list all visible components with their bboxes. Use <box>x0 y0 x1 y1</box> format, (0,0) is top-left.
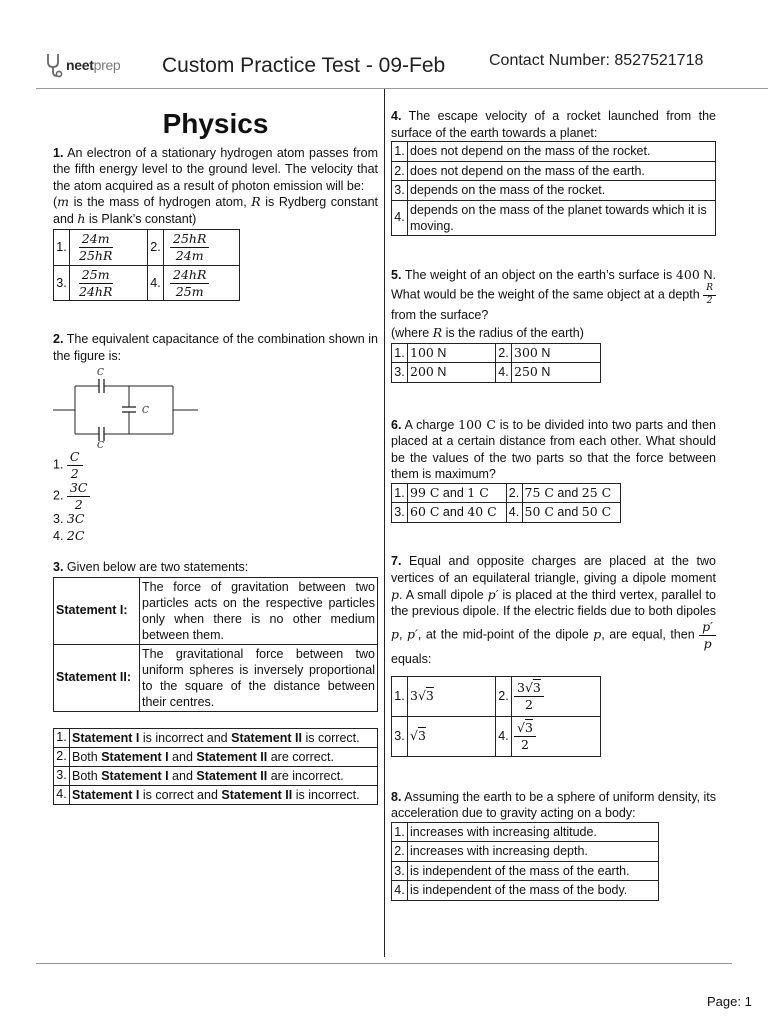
option-number: 1. <box>392 343 408 363</box>
option-text: is independent of the mass of the body. <box>408 881 659 901</box>
q4-option-1[interactable] <box>392 142 716 162</box>
option-number: 4. <box>392 881 408 901</box>
option-number: 3. <box>54 265 70 301</box>
question-7: 7. Equal and opposite charges are placed at the two vertices of an equilateral triangle, giving a dipole moment p. A small dipole p′ is placed at the third vertex, parallel to the previous dipole. If the electric fields due to both dipoles p, p′, at the mid-point of the dipole p, are equal, then $\frac{p'}{p}$ equals: <box>391 553 716 666</box>
option-text: Both Statement I and Statement II are correct. <box>70 747 378 766</box>
option-number: 3. <box>392 861 408 881</box>
q2-option-3[interactable]: 3. 3C <box>53 511 85 527</box>
option-number: 4. <box>506 503 522 523</box>
option-number: 3. <box>392 363 408 383</box>
question-3: 3. Given below are two statements: <box>53 560 249 575</box>
column-divider <box>384 89 385 957</box>
option-text: does not depend on the mass of the rocket. <box>408 142 716 162</box>
option-text: increases with increasing depth. <box>408 842 659 862</box>
option-text: Statement I is correct and Statement II is incorrect. <box>70 785 378 804</box>
q5-option-3[interactable]: 200 N <box>408 363 496 383</box>
q2-option-2[interactable]: 2. $\frac{3C}{2}$ <box>53 481 378 512</box>
option-number: 2. <box>496 343 512 363</box>
footer-divider <box>36 963 732 964</box>
q6-option-4[interactable]: 50 C and 50 C <box>522 503 621 523</box>
cap-label-top: C <box>97 368 104 379</box>
option-number: 2. <box>148 230 164 266</box>
option-number: 1. <box>392 676 408 716</box>
q8-option-3[interactable] <box>392 861 659 881</box>
option-text: does not depend on the mass of the earth. <box>408 161 716 181</box>
q7-option-4[interactable]: $\frac{√3}{2}$ <box>512 716 601 756</box>
q2-option-1[interactable]: 1. $\frac{C}{2}$ <box>53 450 378 481</box>
neetprep-logo <box>44 52 120 78</box>
q8-option-4[interactable] <box>392 881 659 901</box>
q4-option-2[interactable] <box>392 161 716 181</box>
q6-option-2[interactable]: 75 C and 25 C <box>522 483 621 503</box>
q2-option-4[interactable]: 4. 2C <box>53 528 85 544</box>
left-column <box>53 106 378 805</box>
option-text: depends on the mass of the planet towards which it is moving. <box>408 200 716 235</box>
capacitor-circuit-diagram <box>53 368 203 448</box>
statement-1-label: Statement I: <box>54 577 140 644</box>
header-divider <box>36 88 768 89</box>
q4-option-3[interactable] <box>392 181 716 201</box>
question-8: 8. Assuming the earth to be a sphere of uniform density, its acceleration due to gravity acting on a body: <box>391 789 716 821</box>
option-number: 1. <box>54 728 70 747</box>
q4-option-4[interactable] <box>392 200 716 235</box>
option-text: Statement I is incorrect and Statement II is correct. <box>70 728 378 747</box>
option-text: increases with increasing altitude. <box>408 822 659 842</box>
q1-option-3[interactable]: $\frac{25m}{24hR}$ <box>70 265 148 301</box>
page-title: Custom Practice Test - 09-Feb <box>162 54 446 77</box>
cap-label-bottom: C <box>97 441 104 449</box>
q6-option-1[interactable]: 99 C and 1 C <box>408 483 507 503</box>
q6-options-table <box>391 483 621 523</box>
option-text: Both Statement I and Statement II are incorrect. <box>70 766 378 785</box>
option-number: 1. <box>392 822 408 842</box>
option-number: 4. <box>392 200 408 235</box>
q1-option-2[interactable]: $\frac{25hR}{24m}$ <box>164 230 240 266</box>
q5-option-2[interactable]: 300 N <box>512 343 601 363</box>
option-number: 2. <box>392 842 408 862</box>
statement-1-text: The force of gravitation between two particles acts on the respective particles only when there is no other medium between them. <box>140 577 378 644</box>
q7-option-2[interactable]: $\frac{3√3}{2}$ <box>512 676 601 716</box>
q7-options-table <box>391 676 601 757</box>
cap-label-middle: C <box>142 406 149 417</box>
option-number: 3. <box>54 766 70 785</box>
option-number: 1. <box>392 142 408 162</box>
option-number: 4. <box>148 265 164 301</box>
stethoscope-icon <box>44 52 64 78</box>
option-number: 4. <box>54 785 70 804</box>
subject-title: Physics <box>162 108 269 139</box>
option-number: 3. <box>392 716 408 756</box>
statement-2-text: The gravitational force between two uniform spheres is inversely proportional to the square of the distance between their centres. <box>140 644 378 711</box>
statement-2-label: Statement II: <box>54 644 140 711</box>
q5-option-1[interactable]: 100 N <box>408 343 496 363</box>
q5-option-4[interactable]: 250 N <box>512 363 601 383</box>
q3-options-table <box>53 728 378 805</box>
q3-option-4[interactable] <box>54 785 378 804</box>
question-6: 6. A charge 100 C is to be divided into two parts and then placed at a certain distance from each other. What should be the values of the two parts so that the force between them is maximum? <box>391 416 716 482</box>
option-number: 2. <box>496 676 512 716</box>
q1-option-4[interactable]: $\frac{24hR}{25m}$ <box>164 265 240 301</box>
question-5: 5. The weight of an object on the earth’s surface is 400 N. What would be the weight of the same object at a depth $\frac{R}{2}$ from the surface? (where R is the radius of the earth) <box>391 266 716 341</box>
option-number: 2. <box>392 161 408 181</box>
option-number: 3. <box>392 181 408 201</box>
q7-option-3[interactable]: √3 <box>408 716 496 756</box>
option-text: is independent of the mass of the earth. <box>408 861 659 881</box>
q3-option-2[interactable] <box>54 747 378 766</box>
option-number: 1. <box>54 230 70 266</box>
page-number: Page: 1 <box>707 994 752 1009</box>
question-4: 4. The escape velocity of a rocket launched from the surface of the earth towards a planet: <box>391 109 717 140</box>
q1-option-1[interactable]: $\frac{24m}{25hR}$ <box>70 230 148 266</box>
q3-option-3[interactable] <box>54 766 378 785</box>
right-column <box>391 108 716 901</box>
q8-options-table <box>391 822 659 901</box>
option-number: 3. <box>392 503 408 523</box>
option-number: 4. <box>496 716 512 756</box>
option-number: 2. <box>54 747 70 766</box>
option-text: depends on the mass of the rocket. <box>408 181 716 201</box>
page-header <box>36 40 732 92</box>
option-number: 1. <box>392 483 408 503</box>
q4-options-table <box>391 141 716 236</box>
question-2: 2. The equivalent capacitance of the combination shown in the figure is: <box>53 332 378 363</box>
q8-option-2[interactable] <box>392 842 659 862</box>
q7-option-1[interactable]: 3√3 <box>408 676 496 716</box>
q1-options-table <box>53 229 240 301</box>
q8-option-1[interactable] <box>392 822 659 842</box>
q3-option-1[interactable] <box>54 728 378 747</box>
q5-options-table <box>391 343 601 383</box>
question-1: 1. An electron of a stationary hydrogen atom passes from the fifth energy level to the ground level. The velocity that the atom acquired as a result of photon emission will be: (m is the mass of hydrogen atom, R is Rydberg constant and h is Plank’s constant) <box>53 145 378 226</box>
q6-option-3[interactable]: 60 C and 40 C <box>408 503 507 523</box>
q3-statements-table <box>53 577 378 712</box>
option-number: 2. <box>506 483 522 503</box>
logo-text: neetprep <box>66 56 121 73</box>
contact-number: Contact Number: 8527521718 <box>489 52 704 69</box>
option-number: 4. <box>496 363 512 383</box>
